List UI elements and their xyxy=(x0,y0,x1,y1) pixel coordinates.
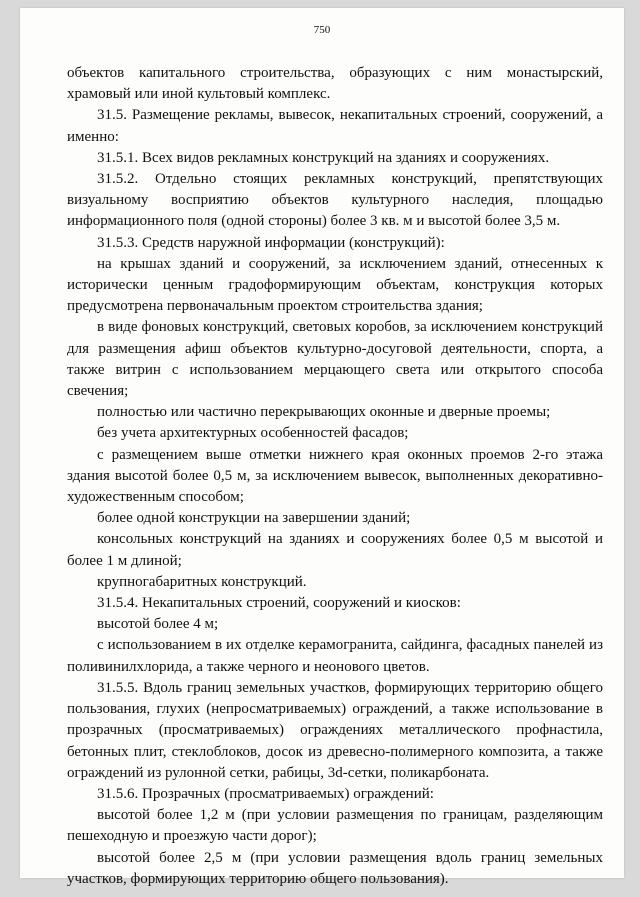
paragraph: высотой более 1,2 м (при условии размещения по границам, разделяющим пешеходную и проезжую части дорог); xyxy=(67,807,603,845)
document-body xyxy=(67,63,603,890)
paragraph: более одной конструкции на завершении зданий; xyxy=(97,510,411,527)
paragraph: 31.5.6. Прозрачных (просматриваемых) ограждений: xyxy=(97,785,434,802)
paragraph: 31.5.4. Некапитальных строений, сооружений и киосков: xyxy=(97,595,461,612)
paragraph: на крышах зданий и сооружений, за исключением зданий, отнесенных к исторически ценным градоформирующим объектам, конструкция которых предусмотрена первоначальным проектом строительства здания; xyxy=(67,255,603,315)
paragraph: в виде фоновых конструкций, световых коробов, за исключением конструкций для размещения афиш объектов культурно-досуговой деятельности, спорта, а также витрин с использованием мерцающего света или открытого способа свечения; xyxy=(67,319,603,400)
paragraph: с использованием в их отделке керамогранита, сайдинга, фасадных панелей из поливинилхлорида, а также черного и неонового цветов. xyxy=(67,637,603,675)
paragraph: объектов капитального строительства, образующих с ним монастырский, храмовый или иной культовый комплекс. xyxy=(67,65,603,103)
paragraph: крупногабаритных конструкций. xyxy=(97,573,307,590)
paragraph: 31.5.3. Средств наружной информации (конструкций): xyxy=(97,234,445,251)
paragraph: 31.5.5. Вдоль границ земельных участков, формирующих территорию общего пользования, глухих (непросматриваемых) ограждений, а также использование в прозрачных (просматриваемых) ограждениях металлического профнастила, бетонных плит, стеклоблоков, досок из древесно-полимерного композита, а также ограждений из рулонной сетки, рабицы, 3d-сетки, поликарбоната. xyxy=(67,679,603,781)
paragraph: 31.5. Размещение рекламы, вывесок, некапитальных строений, сооружений, а именно: xyxy=(67,107,603,145)
paragraph: 31.5.1. Всех видов рекламных конструкций на зданиях и сооружениях. xyxy=(97,149,550,166)
page-number: 750 xyxy=(313,24,331,36)
paragraph: 31.5.2. Отдельно стоящих рекламных конструкций, препятствующих визуальному восприятию объектов культурного наследия, площадью информационного поля (одной стороны) более 3 кв. м и высотой более 3,5 м. xyxy=(67,171,603,230)
paragraph: высотой более 4 м; xyxy=(97,616,219,633)
paragraph: высотой более 2,5 м (при условии размещения вдоль границ земельных участков, формирующих территорию общего пользования). xyxy=(67,849,603,887)
paragraph: консольных конструкций на зданиях и сооружениях более 0,5 м высотой и более 1 м длиной; xyxy=(67,531,603,569)
paragraph: с размещением выше отметки нижнего края оконных проемов 2-го этажа здания высотой более 0,5 м, за исключением вывесок, выполненных декоративно-художественным способом; xyxy=(67,446,603,506)
document-page xyxy=(20,8,624,887)
paragraph: полностью или частично перекрывающих оконные и дверные проемы; xyxy=(97,404,551,421)
paragraph: без учета архитектурных особенностей фасадов; xyxy=(97,425,409,442)
